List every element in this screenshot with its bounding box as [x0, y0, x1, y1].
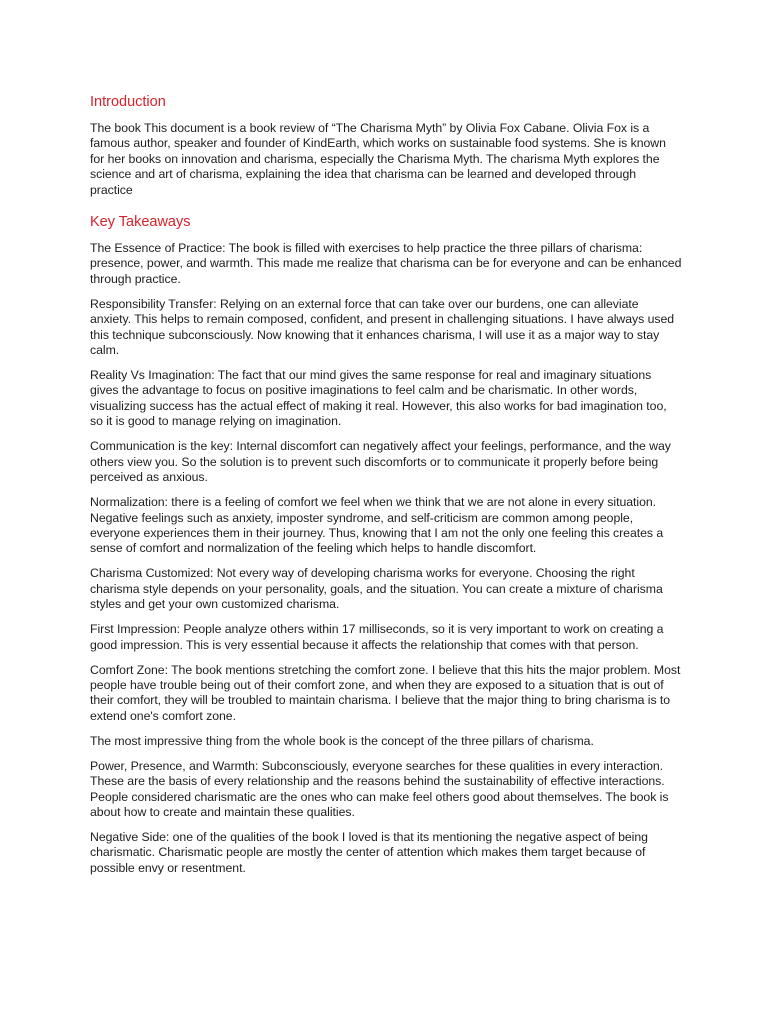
takeaway-paragraph: Comfort Zone: The book mentions stretching the comfort zone. I believe that this hits the major problem. Most people have trouble being out of their comfort zone, and when they are exposed to a situation that is out of their comfort, they will be troubled to maintain charisma. I believe that the major thing to bring charisma is to extend one's comfort zone. [90, 662, 681, 723]
document-page [90, 92, 682, 886]
takeaway-paragraph: Power, Presence, and Warmth: Subconsciously, everyone searches for these qualities in every interaction. These are the basis of every relationship and the reasons behind the sustainability of effective interactions. People considered charismatic are the ones who can make feel others good about themselves. The book is about how to create and maintain these qualities. [90, 758, 669, 819]
takeaway-paragraph: The Essence of Practice: The book is filled with exercises to help practice the three pillars of charisma: presence, power, and warmth. This made me realize that charisma can be for everyone and can be enhanced through practice. [90, 241, 682, 286]
takeaway-paragraph: Responsibility Transfer: Relying on an external force that can take over our burdens, one can alleviate anxiety. This helps to remain composed, confident, and present in challenging situations. I have always used this technique subconsciously. Now knowing that it enhances charisma, I will use it as a major way to stay calm. [90, 296, 675, 358]
takeaway-paragraph: Communication is the key: Internal discomfort can negatively affect your feelings, performance, and the way others view you. So the solution is to prevent such discomforts or to communicate it properly before being perceived as anxious. [90, 439, 671, 485]
key-takeaways-heading: Key Takeaways [90, 214, 191, 231]
takeaway-paragraph: Reality Vs Imagination: The fact that our mind gives the same response for real and imaginary situations gives the advantage to focus on positive imaginations to feel calm and be charismatic. In other words, visualizing success has the actual effect of making it real. However, this also works for bad imagination too, so it is good to manage relying on imagination. [90, 368, 667, 429]
takeaway-paragraph: Negative Side: one of the qualities of the book I loved is that its mentioning the negative aspect of being charismatic. Charismatic people are mostly the center of attention which makes them target because of possible envy or resentment. [90, 829, 648, 875]
takeaway-paragraph: Charisma Customized: Not every way of developing charisma works for everyone. Choosing the right charisma style depends on your personality, goals, and the situation. You can create a mixture of charisma styles and get your own customized charisma. [90, 566, 663, 612]
takeaway-paragraph: Normalization: there is a feeling of comfort we feel when we think that we are not alone in every situation. Negative feelings such as anxiety, imposter syndrome, and self-criticism are common among people, everyone experiences them in their journey. Thus, knowing that I am not the only one feeling this creates a sense of comfort and normalization of the feeling which helps to handle discomfort. [90, 495, 664, 556]
introduction-heading: Introduction [90, 94, 166, 110]
takeaway-paragraph: The most impressive thing from the whole book is the concept of the three pillars of charisma. [90, 733, 594, 748]
takeaway-paragraph: First Impression: People analyze others within 17 milliseconds, so it is very important to work on creating a good impression. This is very essential because it affects the relationship that comes with that person. [90, 622, 664, 652]
introduction-paragraph: The book This document is a book review of “The Charisma Myth” by Olivia Fox Cabane. Olivia Fox is a famous author, speaker and founder of KindEarth, which works on sustainable food systems. She is known for her books on innovation and charisma, especially the Charisma Myth. The charisma Myth explores the science and art of charisma, explaining the idea that charisma can be learned and developed through practice [90, 121, 666, 197]
